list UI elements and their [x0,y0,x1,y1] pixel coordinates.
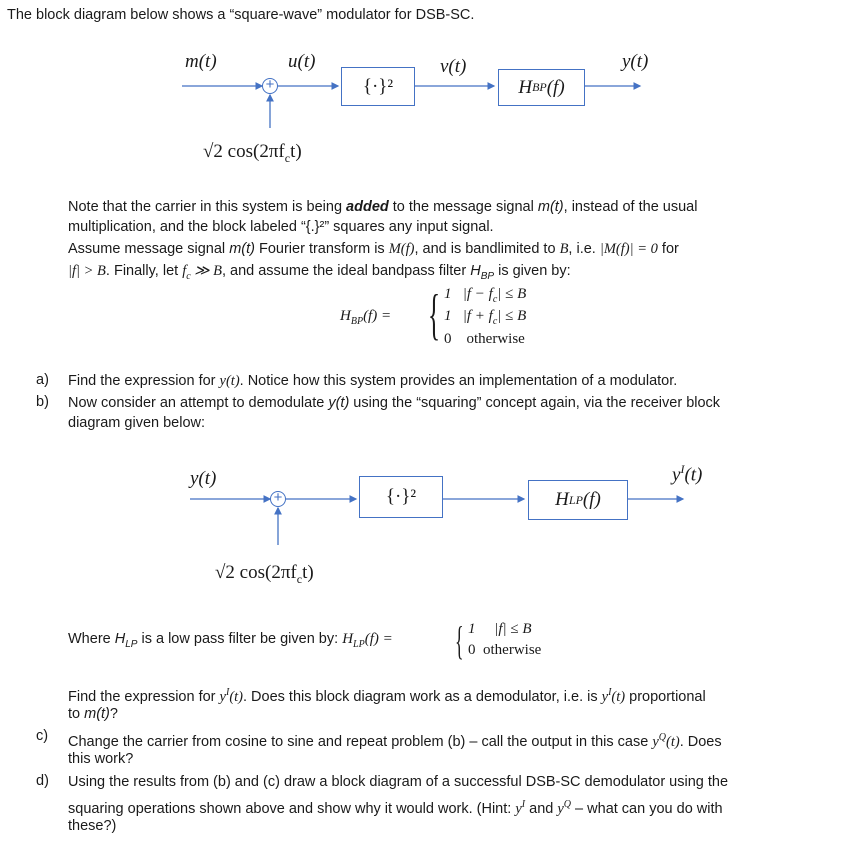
diagram1-u-label: u(t) [288,51,316,72]
question-d-line-2: squaring operations shown above and show why it would work. (Hint: $y^I$ and $y^Q$ – what can you do with [68,799,723,817]
note-line-1: Note that the carrier in this system is being added to the message signal m(t), instead of the usual [68,199,698,215]
question-b-line-1: Now consider an attempt to demodulate y(t) using the “squaring” concept again, via the receiver block [68,395,721,411]
hlp-brace: { [455,618,464,663]
question-d-line-1: Using the results from (b) and (c) draw a block diagram of a successful DSB-SC demodulator using the [68,774,729,790]
question-b-marker: b) [36,394,49,410]
hlp-case-1: 1 |f| ≤ B [468,621,532,637]
note-line-4: |f| > B. Finally, let $f_c$ ≫ B, and assume the ideal bandpass filter $H_{BP}$ is given by: [68,263,571,282]
question-a-marker: a) [36,372,49,388]
hbp-case-3: 0 otherwise [444,331,525,347]
diagram1-bandpass-filter-block: H BP (f) [498,69,585,106]
diagram2-y-label: y(t) [190,468,217,489]
question-c-marker: c) [36,728,49,744]
note-line-3: Assume message signal m(t) Fourier transform is M(f), and is bandlimited to B, i.e. |M(f)| = 0 for [68,241,679,257]
diagram2-lowpass-filter-block: H LP (f) [528,480,628,520]
hbp-brace: { [428,284,441,346]
hlp-description: Where $H_{LP}$ is a low pass filter be given by: $H_{LP}(f)$ = [68,631,393,650]
diagram2-output-label: $y^I(t)$ [672,462,703,486]
question-b-followup-line-1: Find the expression for $y^I(t)$. Does this block diagram work as a demodulator, i.e. is $y^I(t)$ proportional [68,687,706,705]
diagram1-square-block: {·}² [341,67,415,106]
question-d-line-3: these?) [68,818,117,834]
question-a-text: Find the expression for y(t). Notice how this system provides an implementation of a modulator. [68,373,678,389]
hbp-case-2: 1 $|f + f_c| \le B$ [444,308,527,327]
diagram1-v-label: v(t) [440,56,467,77]
question-b-line-2: diagram given below: [68,415,206,431]
diagram1-m-label: m(t) [185,51,217,72]
intro-text: The block diagram below shows a “square-wave” modulator for DSB-SC. [7,7,475,23]
note-line-2: multiplication, and the block labeled “{.}²” squares any input signal. [68,219,494,235]
diagram1-y-label: y(t) [622,51,649,72]
hbp-case-1: 1 $|f - f_c| \le B$ [444,286,527,305]
diagram1-sum-junction: + [262,78,278,94]
diagram1-carrier-label: √2 $\cos(2\pi f_ct)$ [203,141,302,165]
question-c-line-1: Change the carrier from cosine to sine and repeat problem (b) – call the output in this case $y^Q(t)$. Does [68,732,722,750]
question-c-line-2: this work? [68,751,134,767]
question-b-followup-line-2: to m(t)? [68,706,118,722]
question-d-marker: d) [36,773,49,789]
hlp-case-2: 0 otherwise [468,642,542,658]
diagram2-carrier-label: √2 $\cos(2\pi f_ct)$ [215,562,314,586]
diagram2-sum-junction: + [270,491,286,507]
diagram2-square-block: {·}² [359,476,443,518]
hbp-lhs: $H_{BP}(f)$ = [340,308,392,327]
